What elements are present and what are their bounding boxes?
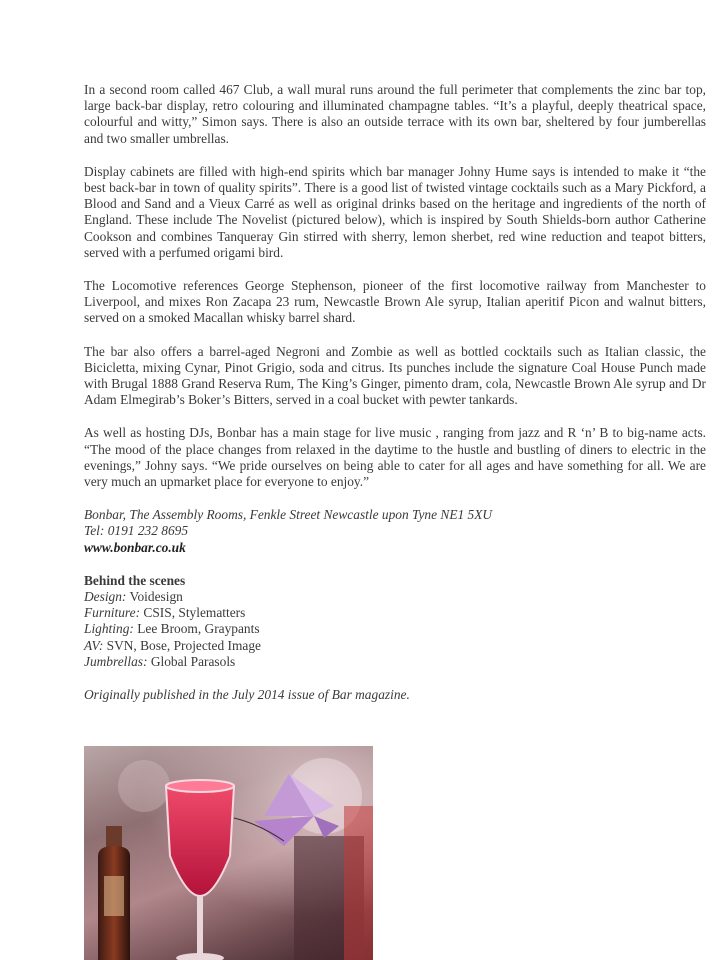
paragraph-negroni: The bar also offers a barrel-aged Negroni and Zombie as well as bottled cocktails such as Italian classic, the Bicicletta, mixing Cynar, Pinot Grigio, soda and citrus. Its punches include the signature Coal House Punch made with Brugal 1888 Grand Reserva Rum, The King’s Ginger, pimento dram, cola, Newcastle Brown Ale syrup and Dr Adam Elmegirab’s Boker’s Bitters, served in a coal bucket with pewter tankards. [84, 343, 706, 408]
paragraph-live-music: As well as hosting DJs, Bonbar has a main stage for live music , ranging from jazz and R ‘n’ B to big-name acts. “The mood of the place changes from relaxed in the daytime to the hustle and bustling of diners to electric in the evenings,” Johny says. “We pride ourselves on being able to cater for all ages and have something for all. We are very much an upmarket place for everyone to enjoy.” [84, 425, 706, 490]
website-link[interactable]: www.bonbar.co.uk [84, 539, 186, 555]
paragraph-display-cabinets: Display cabinets are filled with high-end spirits which bar manager Johny Hume says is intended to make it “the best back-bar in town of quality spirits”. There is a good list of twisted vintage cocktails such as a Mary Pickford, a Blood and Sand and a Vieux Carré as well as original drinks based on the heritage and ingredients of the north of England. These include The Novelist (pictured below), which is inspired by South Shields-born author Catherine Cookson and combines Tanqueray Gin stirred with sherry, lemon sherbet, red wine reduction and teapot bitters, served with a perfumed origami bird. [84, 163, 706, 260]
credit-av [84, 638, 706, 654]
telephone: Tel: 0191 232 8695 [84, 523, 189, 539]
paragraph-467-club: In a second room called 467 Club, a wall mural runs around the full perimeter that complements the zinc bar top, large back-bar display, retro colouring and illuminated champagne tables. “It’s a playful, deeply theatrical space, colourful and witty,” Simon says. There is also an outside terrace with its own bar, sheltered by four jumberellas and two smaller umbrellas. [84, 82, 706, 146]
behind-the-scenes-heading: Behind the scenes [84, 572, 186, 588]
credit-label: Lighting: [84, 621, 134, 637]
credit-value: Voidesign [129, 589, 183, 605]
cocktail-photo [84, 746, 373, 960]
address: Bonbar, The Assembly Rooms, Fenkle Street Newcastle upon Tyne NE1 5XU [84, 507, 493, 523]
credit-value: CSIS, Stylematters [143, 605, 246, 621]
credit-label: Furniture: [84, 605, 141, 621]
credit-label: AV: [84, 637, 104, 653]
credit-label: Jumbrellas: [84, 653, 148, 669]
credit-value: SVN, Bose, Projected Image [106, 637, 261, 653]
publication-note: Originally published in the July 2014 issue of Bar magazine. [84, 687, 410, 703]
credit-value: Global Parasols [150, 653, 236, 669]
article-body [84, 82, 706, 703]
credit-design [84, 589, 706, 605]
paragraph-locomotive: The Locomotive references George Stephenson, pioneer of the first locomotive railway from Manchester to Liverpool, and mixes Ron Zacapa 23 rum, Newcastle Brown Ale syrup, Italian aperitif Picon and walnut bitters, served on a smoked Macallan whisky barrel shard. [84, 278, 706, 326]
credit-furniture [84, 605, 706, 621]
cocktail-photo-icon [84, 746, 373, 960]
credit-label: Design: [84, 589, 127, 605]
behind-the-scenes [84, 573, 706, 670]
credit-lighting [84, 621, 706, 637]
credit-jumbrellas [84, 654, 706, 670]
credit-value: Lee Broom, Graypants [137, 621, 260, 637]
contact-block [84, 507, 706, 556]
